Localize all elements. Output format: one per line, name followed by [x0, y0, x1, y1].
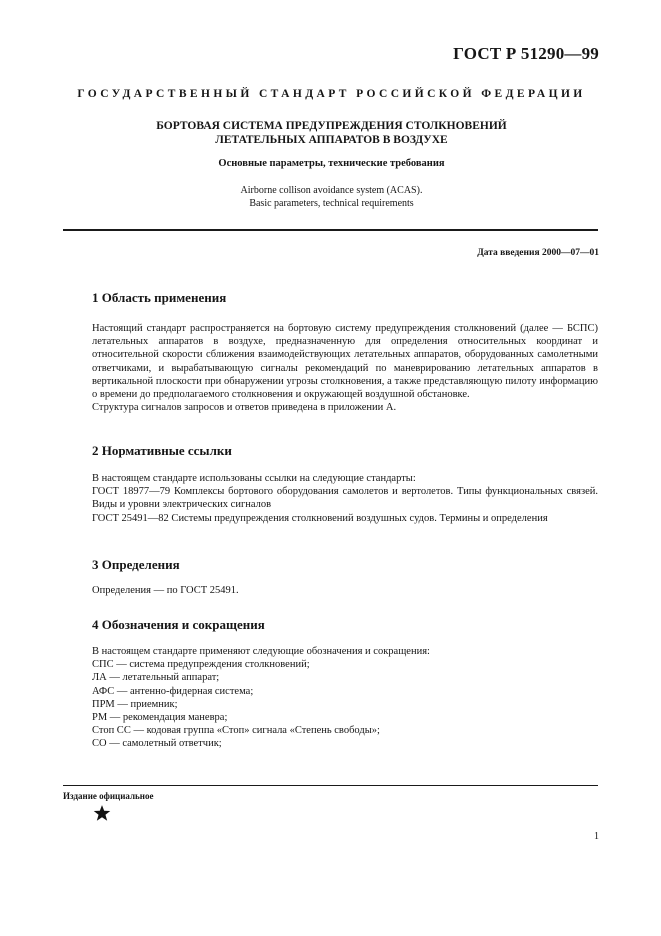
section-heading: 2 Нормативные ссылки — [92, 443, 232, 458]
section-heading: 3 Определения — [92, 557, 180, 572]
section-heading: 1 Область применения — [92, 290, 227, 305]
introduction-date: Дата введения 2000—07—01 — [477, 248, 599, 258]
list-item: СО — самолетный ответчик; — [92, 738, 222, 750]
paragraph: Определения — по ГОСТ 25491. — [92, 585, 239, 596]
section-abbreviations — [92, 617, 598, 633]
paragraph: Настоящий стандарт распространяется на бортовую систему предупреждения столкновений (далее — БСПС) летательных аппаратов в воздухе, предназначенную для определения относительных координат и относительной скорости сближения взаимодействующих летательных аппаратов, оборудованных самолетными ответчиками, и вырабатывающую сигналы рекомендаций по маневрированию летательных аппаратов в вертикальной плоскости при обнаружении угрозы столкновения, а также представляющую пилоту информацию о времени до предполагаемого столкновения и окружающей воздушной обстановке. — [92, 323, 598, 401]
page-number: 1 — [594, 831, 599, 842]
list-item: РМ — рекомендация маневра; — [92, 712, 228, 724]
document-title — [64, 119, 599, 147]
paragraph: ГОСТ 25491—82 Системы предупреждения столкновений воздушных судов. Термины и определения — [92, 512, 548, 524]
edition-label: Издание официальное — [63, 791, 154, 801]
english-title-line-2: Basic parameters, technical requirements — [249, 198, 414, 209]
star-icon — [93, 804, 111, 822]
section-scope — [92, 290, 598, 306]
state-standard-heading: ГОСУДАРСТВЕННЫЙ СТАНДАРТ РОССИЙСКОЙ ФЕДЕРАЦИИ — [77, 88, 586, 100]
list-item: СПС — система предупреждения столкновений; — [92, 659, 310, 671]
document-code: ГОСТ Р 51290—99 — [453, 44, 599, 63]
section-references-body — [92, 472, 598, 525]
section-definitions — [92, 557, 598, 573]
list-item: ЛА — летательный аппарат; — [92, 672, 220, 684]
section-abbreviations-body — [92, 645, 598, 751]
english-title-line-1: Airborne collison avoidance system (ACAS). — [240, 185, 423, 196]
title-line-1: БОРТОВАЯ СИСТЕМА ПРЕДУПРЕЖДЕНИЯ СТОЛКНОВЕНИЙ — [156, 120, 507, 132]
paragraph: В настоящем стандарте использованы ссылки на следующие стандарты: — [92, 473, 416, 484]
paragraph: Структура сигналов запросов и ответов приведена в приложении А. — [92, 402, 397, 414]
paragraph: ГОСТ 18977—79 Комплексы бортового оборудования самолетов и вертолетов. Типы функциональных связей. Виды и уровни электрических сигналов — [92, 486, 598, 511]
footer-divider — [63, 785, 598, 786]
list-item: ПРМ — приемник; — [92, 698, 178, 710]
header-divider — [63, 229, 598, 231]
list-item: В настоящем стандарте применяют следующие обозначения и сокращения: — [92, 646, 430, 657]
document-subtitle: Основные параметры, технические требования — [218, 158, 445, 169]
section-definitions-body — [92, 584, 598, 597]
english-title — [64, 184, 599, 210]
section-references — [92, 443, 598, 459]
section-heading: 4 Обозначения и сокращения — [92, 617, 265, 632]
title-line-2: ЛЕТАТЕЛЬНЫХ АППАРАТОВ В ВОЗДУХЕ — [215, 134, 448, 146]
list-item: АФС — антенно-фидерная система; — [92, 685, 254, 697]
section-scope-body — [92, 322, 598, 414]
list-item: Стоп СС — кодовая группа «Стоп» сигнала «Степень свободы»; — [92, 725, 380, 737]
